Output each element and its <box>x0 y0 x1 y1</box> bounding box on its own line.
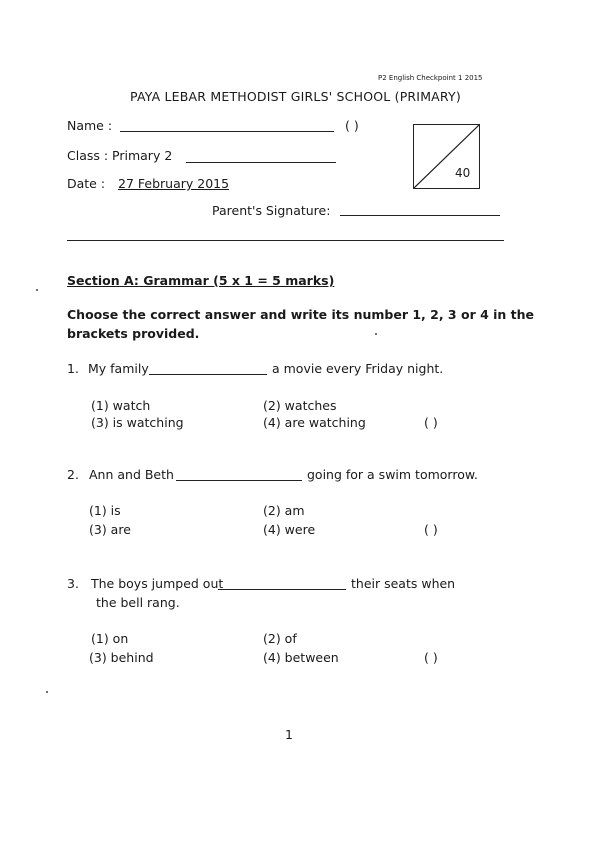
question-text-before: My family <box>88 361 149 376</box>
signature-label: Parent's Signature: <box>212 203 331 218</box>
scan-speck <box>375 333 377 335</box>
section-title: Section A: Grammar (5 x 1 = 5 marks) <box>67 273 335 288</box>
signature-line[interactable] <box>340 215 500 216</box>
question-number: 1. <box>67 361 79 376</box>
checkpoint-note: P2 English Checkpoint 1 2015 <box>378 74 483 82</box>
class-line[interactable] <box>186 162 336 163</box>
answer-brackets[interactable]: ( ) <box>424 522 438 537</box>
question-text-before: Ann and Beth <box>89 467 174 482</box>
answer-blank[interactable] <box>176 480 302 481</box>
option-4[interactable]: (4) are watching <box>263 415 366 430</box>
option-2[interactable]: (2) watches <box>263 398 337 413</box>
question-text-after: their seats when <box>351 576 456 591</box>
name-index-brackets: ( ) <box>345 118 359 133</box>
name-label: Name : <box>67 118 113 133</box>
page-number: 1 <box>285 727 293 742</box>
date-value: 27 February 2015 <box>118 176 230 191</box>
option-1[interactable]: (1) is <box>89 503 121 518</box>
question-number: 3. <box>67 576 79 591</box>
option-3[interactable]: (3) is watching <box>91 415 184 430</box>
question-text-before: The boys jumped out <box>91 576 224 591</box>
score-box <box>413 124 480 189</box>
option-3[interactable]: (3) behind <box>89 650 154 665</box>
option-1[interactable]: (1) on <box>91 631 129 646</box>
option-1[interactable]: (1) watch <box>91 398 151 413</box>
question-text-line-2: the bell rang. <box>96 595 180 610</box>
date-label: Date : <box>67 176 106 191</box>
answer-brackets[interactable]: ( ) <box>424 650 438 665</box>
school-title: PAYA LEBAR METHODIST GIRLS' SCHOOL (PRIMARY) <box>130 89 461 104</box>
option-4[interactable]: (4) between <box>263 650 339 665</box>
class-label: Class : Primary 2 <box>67 148 173 163</box>
option-2[interactable]: (2) am <box>263 503 305 518</box>
answer-blank[interactable] <box>149 374 267 375</box>
option-3[interactable]: (3) are <box>89 522 131 537</box>
instructions-line-2: brackets provided. <box>67 326 200 341</box>
instructions-line-1: Choose the correct answer and write its number 1, 2, 3 or 4 in the <box>67 307 535 322</box>
option-4[interactable]: (4) were <box>263 522 316 537</box>
option-2[interactable]: (2) of <box>263 631 297 646</box>
question-text-after: going for a swim tomorrow. <box>307 467 478 482</box>
name-line[interactable] <box>120 131 334 132</box>
question-number: 2. <box>67 467 79 482</box>
score-total: 40 <box>455 166 471 180</box>
answer-brackets[interactable]: ( ) <box>424 415 438 430</box>
scan-speck <box>46 691 48 693</box>
scan-speck <box>36 289 38 291</box>
separator-line <box>67 240 504 241</box>
answer-blank[interactable] <box>218 589 346 590</box>
question-text-after: a movie every Friday night. <box>272 361 444 376</box>
